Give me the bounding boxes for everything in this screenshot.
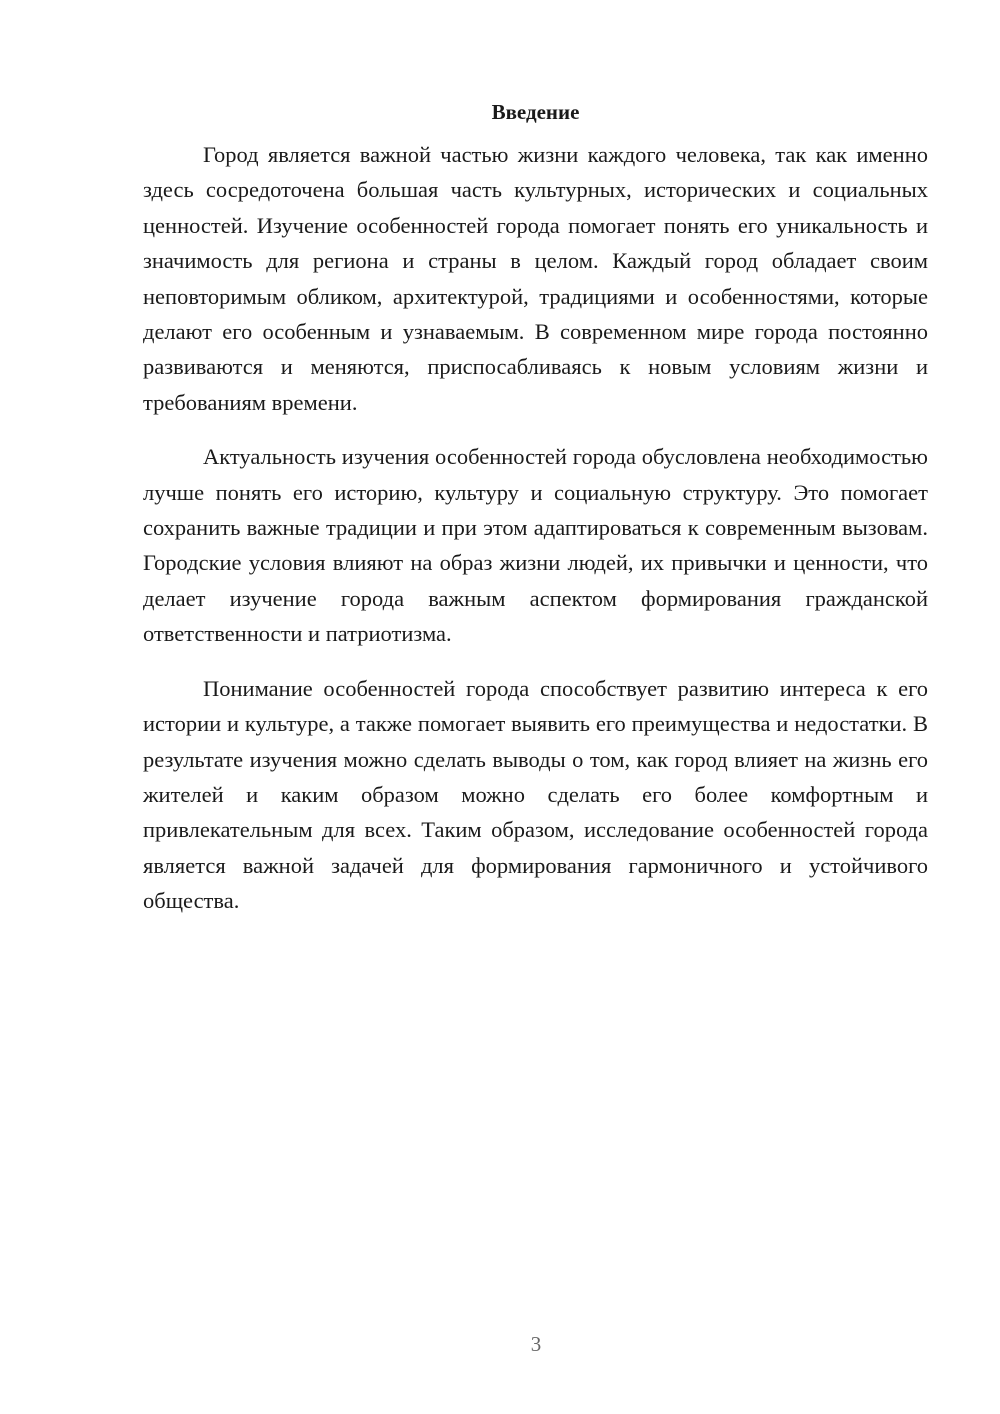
paragraph-3: Понимание особенностей города способствует развитию интереса к его истории и культуре, а также помогает выявить его преимущества и недостатки. В результате изучения можно сделать выводы о том, как город влияет на жизнь его жителей и каким образом можно сделать его более комфортным и привлекательным для всех. Таким образом, исследование особенностей города является важной задачей для формирования гармоничного и устойчивого общества. (143, 675, 928, 914)
section-heading: Введение (491, 100, 580, 124)
page-number: 3 (530, 1332, 542, 1356)
paragraph-1: Город является важной частью жизни каждого человека, так как именно здесь сосредоточена большая часть культурных, исторических и социальных ценностей. Изучение особенностей города помогает понять его уникальность и значимость для региона и страны в целом. Каждый город обладает своим неповторимым обликом, архитектурой, традициями и особенностями, которые делают его особенным и узнаваемым. В современном мире города постоянно развиваются и меняются, приспосабливаясь к новым условиям жизни и требованиям времени. (143, 142, 928, 415)
page-content (143, 95, 928, 938)
paragraph-2: Актуальность изучения особенностей города обусловлена необходимостью лучше понять его историю, культуру и социальную структуру. Это помогает сохранить важные традиции и при этом адаптироваться к современным вызовам. Городские условия влияют на образ жизни людей, их привычки и ценности, что делает изучение города важным аспектом формирования гражданской ответственности и патриотизма. (143, 444, 928, 647)
